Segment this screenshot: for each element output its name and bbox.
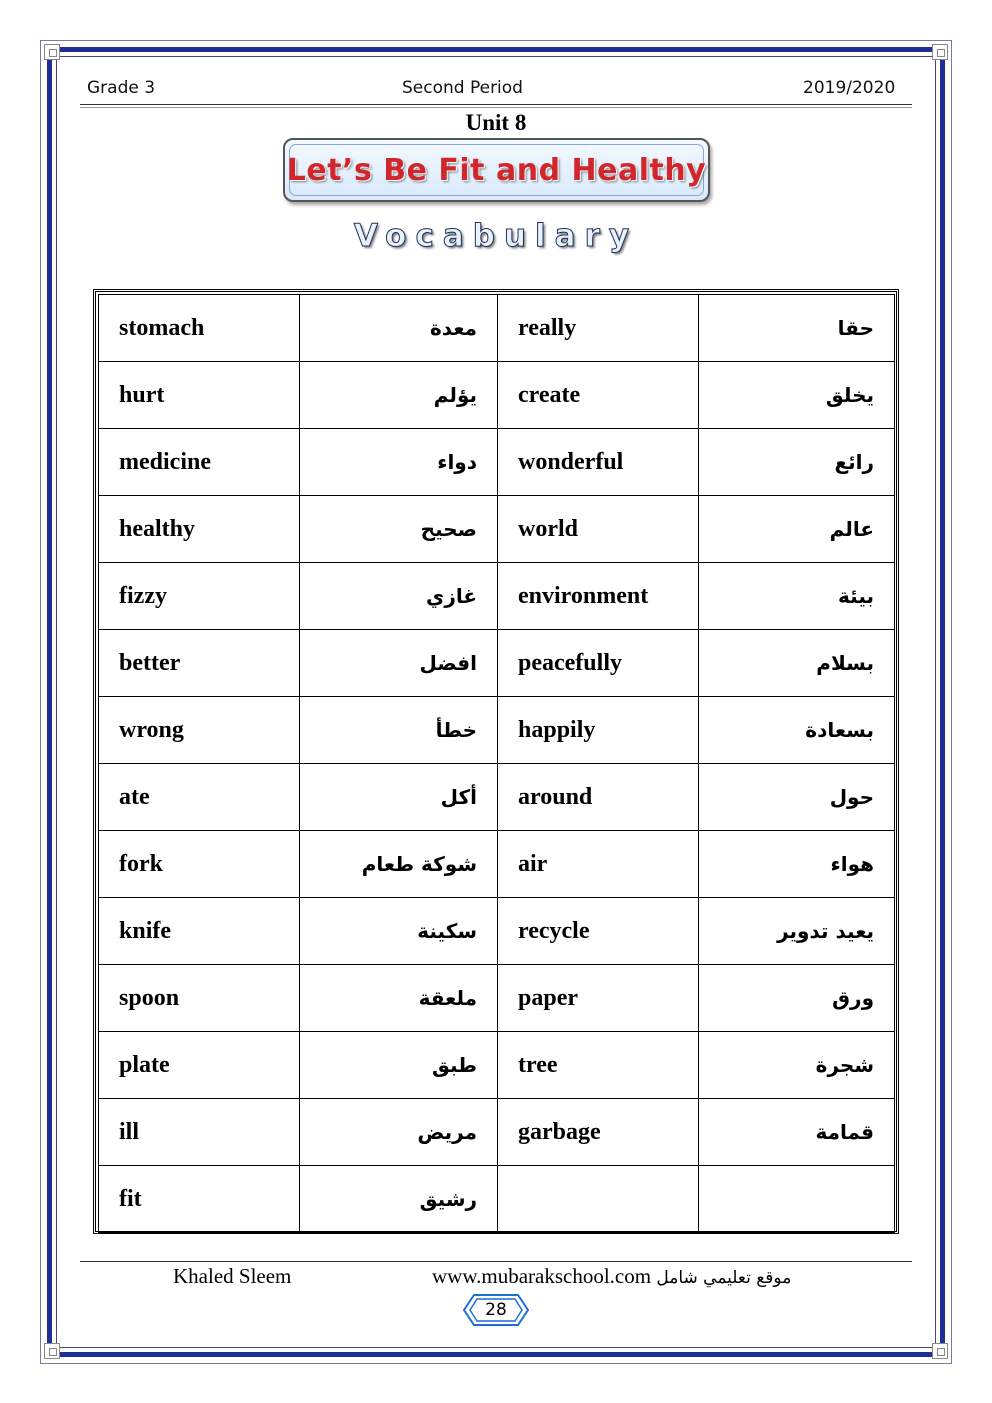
arabic-translation-cell: خطأ: [300, 697, 498, 764]
arabic-translation-cell: هواء: [699, 831, 895, 898]
arabic-translation-cell: شجرة: [699, 1032, 895, 1099]
arabic-translation-cell: [699, 1166, 895, 1233]
frame-corner-ornament: [932, 1343, 948, 1359]
arabic-translation-cell: حول: [699, 764, 895, 831]
arabic-translation-cell: أكل: [300, 764, 498, 831]
footer-divider: [80, 1261, 912, 1262]
arabic-translation-cell: ورق: [699, 965, 895, 1032]
english-word-cell: healthy: [99, 496, 300, 563]
header-period: Second Period: [402, 78, 523, 98]
table-row: [99, 764, 895, 831]
english-word-cell: fork: [99, 831, 300, 898]
unit-label: Unit 8: [465, 110, 527, 135]
arabic-translation-cell: مريض: [300, 1099, 498, 1166]
arabic-translation-cell: شوكة طعام: [300, 831, 498, 898]
arabic-translation-cell: افضل: [300, 630, 498, 697]
header-grade: Grade 3: [87, 78, 156, 98]
english-word-cell: around: [498, 764, 699, 831]
arabic-translation-cell: قمامة: [699, 1099, 895, 1166]
page-number: 28: [485, 1300, 507, 1320]
footer-author: Khaled Sleem: [173, 1264, 292, 1288]
english-word-cell: stomach: [99, 295, 300, 362]
english-word-cell: garbage: [498, 1099, 699, 1166]
table-row: [99, 1032, 895, 1099]
english-word-cell: ill: [99, 1099, 300, 1166]
english-word-cell: knife: [99, 898, 300, 965]
english-word-cell: wonderful: [498, 429, 699, 496]
table-row: [99, 295, 895, 362]
title-banner: [283, 138, 710, 202]
frame-corner-ornament: [44, 44, 60, 60]
english-word-cell: air: [498, 831, 699, 898]
arabic-translation-cell: يخلق: [699, 362, 895, 429]
arabic-translation-cell: حقا: [699, 295, 895, 362]
arabic-translation-cell: ملعقة: [300, 965, 498, 1032]
english-word-cell: really: [498, 295, 699, 362]
page-number-badge: [462, 1291, 530, 1329]
arabic-translation-cell: رائع: [699, 429, 895, 496]
arabic-translation-cell: معدة: [300, 295, 498, 362]
vocabulary-table-body: [99, 295, 895, 1233]
table-row: [99, 1166, 895, 1233]
english-word-cell: paper: [498, 965, 699, 1032]
table-row: [99, 697, 895, 764]
frame-corner-ornament: [44, 1343, 60, 1359]
arabic-translation-cell: يؤلم: [300, 362, 498, 429]
footer-website-block: [432, 1264, 791, 1289]
arabic-translation-cell: عالم: [699, 496, 895, 563]
table-row: [99, 563, 895, 630]
arabic-translation-cell: بسلام: [699, 630, 895, 697]
arabic-translation-cell: غازي: [300, 563, 498, 630]
english-word-cell: recycle: [498, 898, 699, 965]
english-word-cell: wrong: [99, 697, 300, 764]
page-title: Let’s Be Fit and Healthy: [286, 152, 707, 188]
arabic-translation-cell: بيئة: [699, 563, 895, 630]
english-word-cell: peacefully: [498, 630, 699, 697]
english-word-cell: tree: [498, 1032, 699, 1099]
table-row: [99, 362, 895, 429]
arabic-translation-cell: رشيق: [300, 1166, 498, 1233]
table-row: [99, 496, 895, 563]
english-word-cell: world: [498, 496, 699, 563]
table-row: [99, 898, 895, 965]
english-word-cell: plate: [99, 1032, 300, 1099]
frame-corner-ornament: [932, 44, 948, 60]
arabic-translation-cell: يعيد تدوير: [699, 898, 895, 965]
english-word-cell: [498, 1166, 699, 1233]
arabic-translation-cell: بسعادة: [699, 697, 895, 764]
header-divider: [80, 104, 912, 105]
table-row: [99, 630, 895, 697]
table-row: [99, 429, 895, 496]
english-word-cell: create: [498, 362, 699, 429]
vocabulary-table-frame: [93, 289, 899, 1234]
english-word-cell: medicine: [99, 429, 300, 496]
footer-website-tagline: موقع تعليمي شامل: [656, 1268, 792, 1288]
arabic-translation-cell: صحيح: [300, 496, 498, 563]
table-row: [99, 965, 895, 1032]
arabic-translation-cell: دواء: [300, 429, 498, 496]
footer-website: www.mubarakschool.com: [432, 1264, 652, 1288]
arabic-translation-cell: سكينة: [300, 898, 498, 965]
vocabulary-table: [98, 294, 895, 1233]
english-word-cell: better: [99, 630, 300, 697]
arabic-translation-cell: طبق: [300, 1032, 498, 1099]
english-word-cell: happily: [498, 697, 699, 764]
header-divider: [80, 107, 912, 108]
english-word-cell: environment: [498, 563, 699, 630]
table-row: [99, 831, 895, 898]
table-row: [99, 1099, 895, 1166]
section-subtitle: Vocabulary: [353, 218, 639, 254]
english-word-cell: fit: [99, 1166, 300, 1233]
english-word-cell: fizzy: [99, 563, 300, 630]
english-word-cell: hurt: [99, 362, 300, 429]
english-word-cell: spoon: [99, 965, 300, 1032]
header-year: 2019/2020: [803, 78, 896, 98]
english-word-cell: ate: [99, 764, 300, 831]
